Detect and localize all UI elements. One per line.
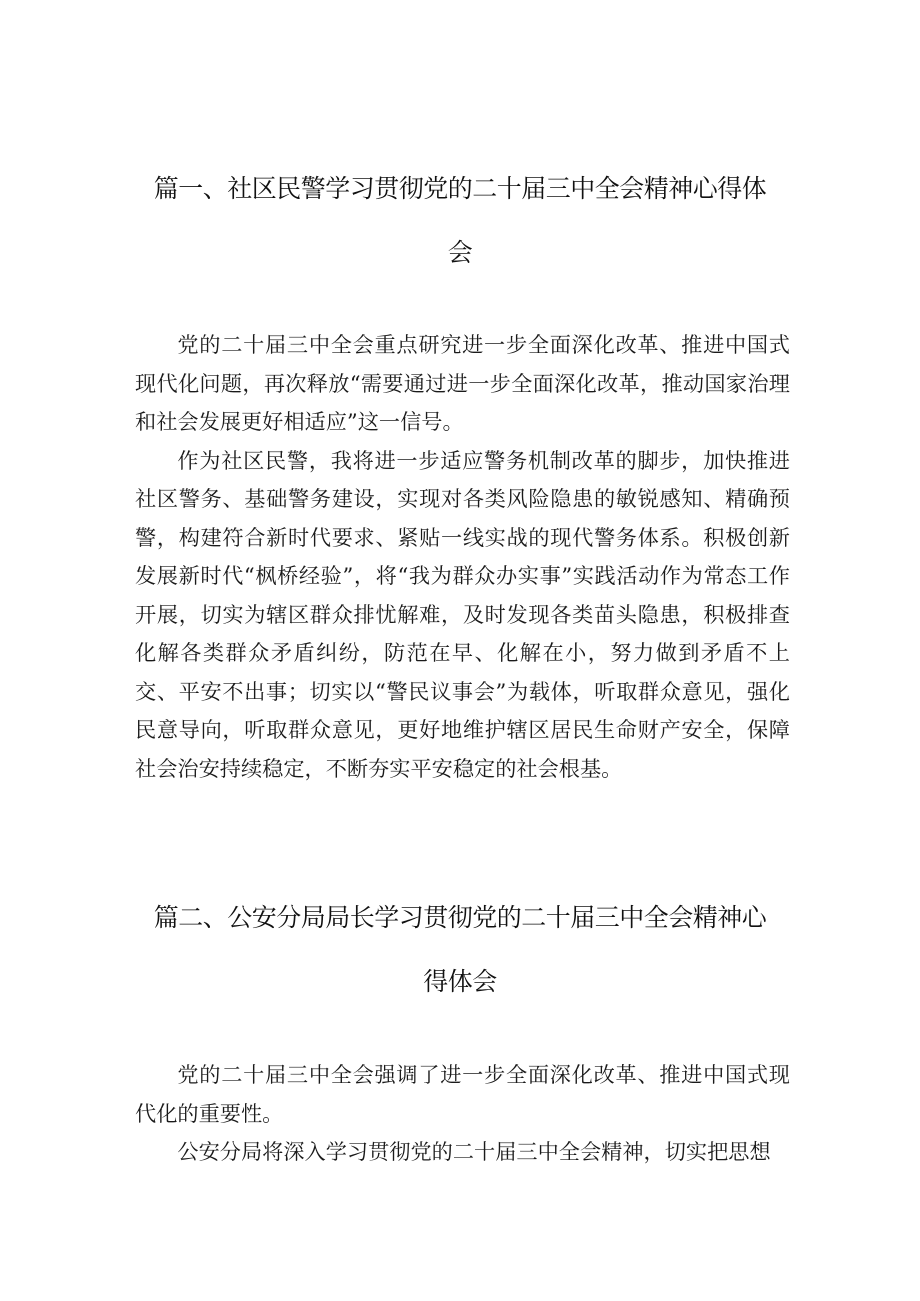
section1-paragraph-2: 作为社区民警，我将进一步适应警务机制改革的脚步，加快推进社区警务、基础警务建设，实现对各类风险隐患的敏锐感知、精确预警，构建符合新时代要求、紧贴一线实战的现代警务体系。积极创新发展新时代“枫桥经验”，将“我为群众办实事”实践活动作为常态工作开展，切实为辖区群众排忧解难，及时发现各类苗头隐患，积极排查化解各类群众矛盾纠纷，防范在早、化解在小，努力做到矛盾不上交、平安不出事；切实以“警民议事会”为载体，听取群众意见，强化民意导向，听取群众意见，更好地维护辖区居民生命财产安全，保障社会治安持续稳定，不断夯实平安稳定的社会根基。: [135, 447, 790, 781]
section2-heading-line1: 篇二、公安分局局长学习贯彻党的二十届三中全会精神心: [153, 903, 767, 932]
section2-body: [135, 1056, 790, 1172]
section2-heading: [135, 886, 785, 1014]
section2-heading-line2: 得体会: [423, 967, 497, 996]
section1-body: [135, 326, 790, 788]
section1-heading-line2: 会: [447, 238, 473, 267]
section2-paragraph-2: 公安分局将深入学习贯彻党的二十届三中全会精神，切实把思想: [177, 1139, 771, 1164]
section2-paragraph-1: 党的二十届三中全会强调了进一步全面深化改革、推进中国式现代化的重要性。: [135, 1062, 790, 1126]
section1-heading: [135, 157, 785, 285]
section1-paragraph-1: 党的二十届三中全会重点研究进一步全面深化改革、推进中国式现代化问题，再次释放“需要通过进一步全面深化改革，推动国家治理和社会发展更好相适应”这一信号。: [135, 332, 790, 434]
section1-heading-line1: 篇一、社区民警学习贯彻党的二十届三中全会精神心得体: [153, 174, 767, 203]
